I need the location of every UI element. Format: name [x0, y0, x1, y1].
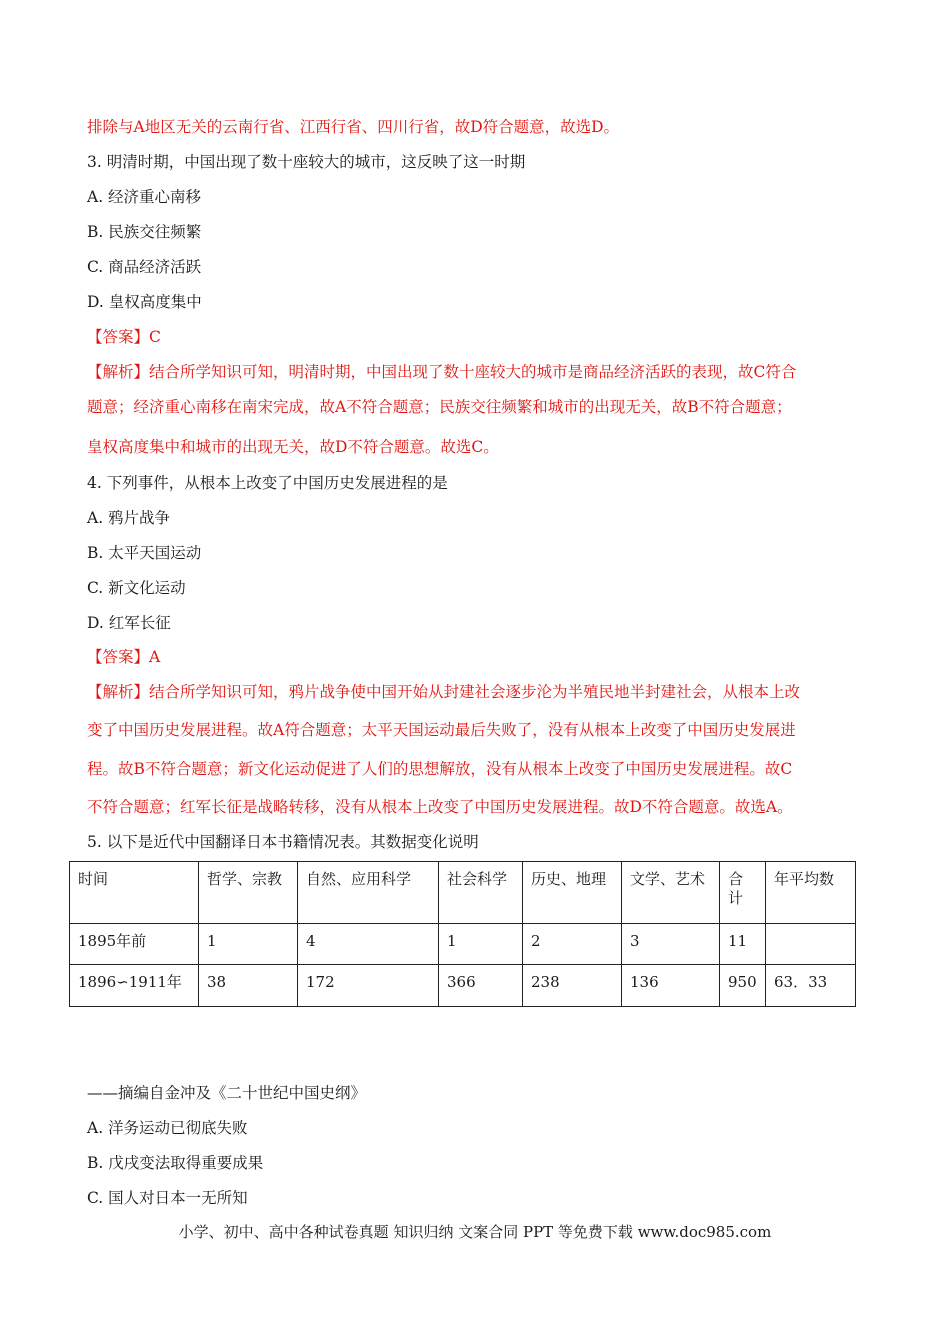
- q4-option-d: D. 红军长征: [87, 614, 171, 632]
- table-cell: 950: [720, 965, 766, 1007]
- question-5-stem: 5. 以下是近代中国翻译日本书籍情况表。其数据变化说明: [87, 833, 479, 851]
- q4-explanation-line: 【解析】结合所学知识可知，鸦片战争使中国开始从封建社会逐步沦为半殖民地半封建社会，从根本上改: [87, 683, 801, 701]
- q4-answer: 【答案】A: [87, 648, 161, 666]
- header-cell-science: 自然、应用科学: [298, 862, 439, 924]
- header-cell-annual-average: 年平均数: [766, 862, 856, 924]
- q4-option-a: A. 鸦片战争: [87, 509, 171, 527]
- table-cell: 3: [622, 924, 720, 965]
- q5-option-b: B. 戊戌变法取得重要成果: [87, 1154, 264, 1172]
- q4-explanation-line: 变了中国历史发展进程。故A符合题意；太平天国运动最后失败了，没有从根本上改变了中国历史发展进: [87, 721, 796, 739]
- table-row: [70, 924, 856, 965]
- q3-option-a: A. 经济重心南移: [87, 188, 202, 206]
- header-cell-philosophy: 哲学、宗教: [199, 862, 298, 924]
- q4-explanation-line: 不符合题意；红军长征是战略转移，没有从根本上改变了中国历史发展进程。故D不符合题意。故选A。: [87, 798, 793, 816]
- question-4-stem: 4. 下列事件，从根本上改变了中国历史发展进程的是: [87, 474, 448, 492]
- table-cell: 38: [199, 965, 298, 1007]
- question-3-stem: 3. 明清时期，中国出现了数十座较大的城市，这反映了这一时期: [87, 153, 526, 171]
- q3-explanation-line: 【解析】结合所学知识可知，明清时期，中国出现了数十座较大的城市是商品经济活跃的表现，故C符合: [87, 363, 797, 381]
- table-cell: 366: [439, 965, 523, 1007]
- q4-option-c: C. 新文化运动: [87, 579, 186, 597]
- q3-explanation-line: 题意；经济重心南移在南宋完成，故A不符合题意；民族交往频繁和城市的出现无关，故B不符合题意；: [87, 398, 792, 416]
- table-cell: 1896∽1911年: [70, 965, 199, 1007]
- q4-explanation-line: 程。故B不符合题意；新文化运动促进了人们的思想解放，没有从根本上改变了中国历史发展进程。故C: [87, 760, 793, 778]
- table-row: [70, 965, 856, 1007]
- table-cell: 136: [622, 965, 720, 1007]
- q3-option-d: D. 皇权高度集中: [87, 293, 202, 311]
- q3-option-c: C. 商品经济活跃: [87, 258, 202, 276]
- translation-stats-table: [69, 861, 856, 1007]
- header-cell-literature: 文学、艺术: [622, 862, 720, 924]
- table-cell: 1895年前: [70, 924, 199, 965]
- q3-option-b: B. 民族交往频繁: [87, 223, 202, 241]
- q3-explanation-line: 皇权高度集中和城市的出现无关，故D不符合题意。故选C。: [87, 438, 499, 456]
- q5-option-a: A. 洋务运动已彻底失败: [87, 1119, 248, 1137]
- q5-option-c: C. 国人对日本一无所知: [87, 1189, 248, 1207]
- table-cell: 238: [523, 965, 622, 1007]
- header-cell-total: 合计: [720, 862, 766, 924]
- q4-option-b: B. 太平天国运动: [87, 544, 202, 562]
- table-cell: 172: [298, 965, 439, 1007]
- table-cell: 11: [720, 924, 766, 965]
- table-cell: [766, 924, 856, 965]
- header-cell-social-science: 社会科学: [439, 862, 523, 924]
- source-citation: ——摘编自金冲及《二十世纪中国史纲》: [87, 1084, 367, 1102]
- table-cell: 63．33: [766, 965, 856, 1007]
- table-cell: 2: [523, 924, 622, 965]
- table-cell: 4: [298, 924, 439, 965]
- table-cell: 1: [439, 924, 523, 965]
- table-cell: 1: [199, 924, 298, 965]
- header-cell-time: 时间: [70, 862, 199, 924]
- q3-answer: 【答案】C: [87, 328, 161, 346]
- answer-explanation-line: 排除与A地区无关的云南行省、江西行省、四川行省，故D符合题意，故选D。: [87, 118, 620, 136]
- table-header-row: [70, 862, 856, 924]
- page-footer: 小学、初中、高中各种试卷真题 知识归纳 文案合同 PPT 等免费下载 www.doc985.com: [178, 1223, 772, 1241]
- header-cell-history: 历史、地理: [523, 862, 622, 924]
